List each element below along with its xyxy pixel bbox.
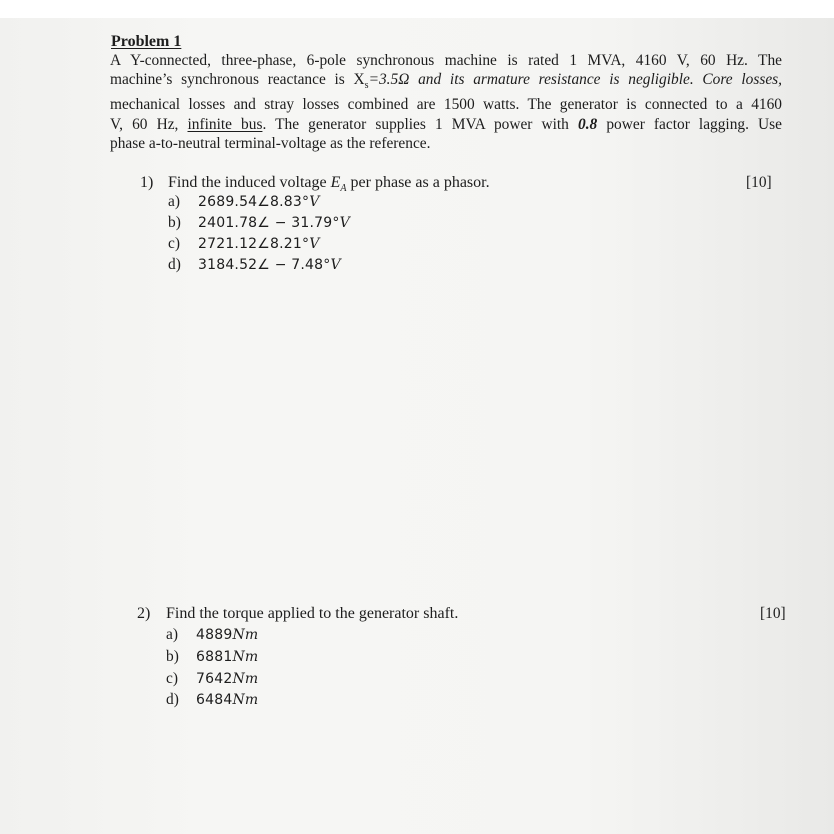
reactance-value: =3.5Ω and its armature resistance is negligible. Core losses, (368, 71, 782, 89)
option-value (198, 215, 350, 231)
option-c[interactable] (166, 670, 258, 688)
exam-paper (0, 18, 834, 834)
lagging-text: power factor lagging. Use (597, 115, 782, 133)
problem-statement (110, 51, 782, 153)
option-value (196, 627, 258, 643)
question-marks: [10] (760, 605, 786, 622)
reactance-subscript: s (364, 80, 369, 92)
reactance-text: machine’s synchronous reactance is X (110, 71, 365, 89)
background-top (0, 0, 834, 18)
induced-voltage-symbol: E (330, 174, 341, 191)
option-d[interactable] (166, 691, 258, 709)
bus-prefix: V, 60 Hz, (110, 115, 188, 133)
question-text-end: per phase as a phasor. (346, 174, 490, 191)
question-number: 2) (137, 605, 151, 622)
option-letter: d) (168, 256, 181, 273)
option-number: 7642 (196, 671, 233, 687)
option-b[interactable] (166, 648, 258, 666)
option-letter: a) (168, 193, 180, 210)
option-letter: b) (168, 214, 181, 231)
option-value (198, 236, 320, 252)
power-factor-value: 0.8 (578, 115, 598, 133)
induced-voltage-subscript: A (340, 183, 347, 195)
option-value (196, 671, 258, 687)
option-unit: Nm (232, 692, 259, 708)
option-value (198, 194, 320, 210)
option-a[interactable] (166, 626, 258, 644)
option-number: 4889 (196, 627, 233, 643)
supply-text: . The generator supplies 1 MVA power with (262, 115, 578, 133)
option-unit: Nm (232, 671, 259, 687)
option-number: 6881 (196, 649, 233, 665)
option-b[interactable] (168, 214, 350, 232)
question-text: Find the torque applied to the generator shaft. (166, 605, 459, 622)
option-value (198, 257, 341, 273)
option-unit: Nm (232, 627, 259, 643)
option-value (196, 692, 258, 708)
option-number: 2689.54∠8.83° (198, 194, 310, 210)
option-d[interactable] (168, 256, 341, 274)
option-letter: c) (168, 235, 180, 252)
question-text-start: Find the induced voltage (168, 174, 331, 191)
option-unit: V (309, 236, 320, 252)
option-number: 3184.52∠ − 7.48° (198, 257, 331, 273)
option-letter: c) (166, 670, 178, 687)
option-unit: V (339, 215, 350, 231)
statement-line-5: phase a-to-neutral terminal-voltage as the reference. (110, 134, 431, 152)
problem-title: Problem 1 (111, 33, 182, 50)
option-value (196, 649, 258, 665)
option-letter: b) (166, 648, 179, 665)
statement-line-2 (110, 70, 782, 95)
infinite-bus-text: infinite bus (187, 115, 263, 133)
question-text (168, 174, 490, 194)
option-number: 6484 (196, 692, 233, 708)
statement-line-4 (110, 115, 782, 134)
statement-line-1: A Y-connected, three-phase, 6-pole synchronous machine is rated 1 MVA, 4160 V, 60 Hz. The (110, 52, 782, 69)
option-a[interactable] (168, 193, 320, 211)
question-number: 1) (140, 174, 154, 191)
statement-line-3: mechanical losses and stray losses combined are 1500 watts. The generator is connected to a 4160 (110, 96, 782, 114)
option-number: 2401.78∠ − 31.79° (198, 215, 340, 231)
option-c[interactable] (168, 235, 320, 253)
option-number: 2721.12∠8.21° (198, 236, 310, 252)
option-unit: V (309, 194, 320, 210)
option-letter: d) (166, 691, 179, 708)
option-letter: a) (166, 626, 178, 643)
option-unit: Nm (232, 649, 259, 665)
question-marks: [10] (746, 174, 772, 191)
option-unit: V (330, 257, 341, 273)
